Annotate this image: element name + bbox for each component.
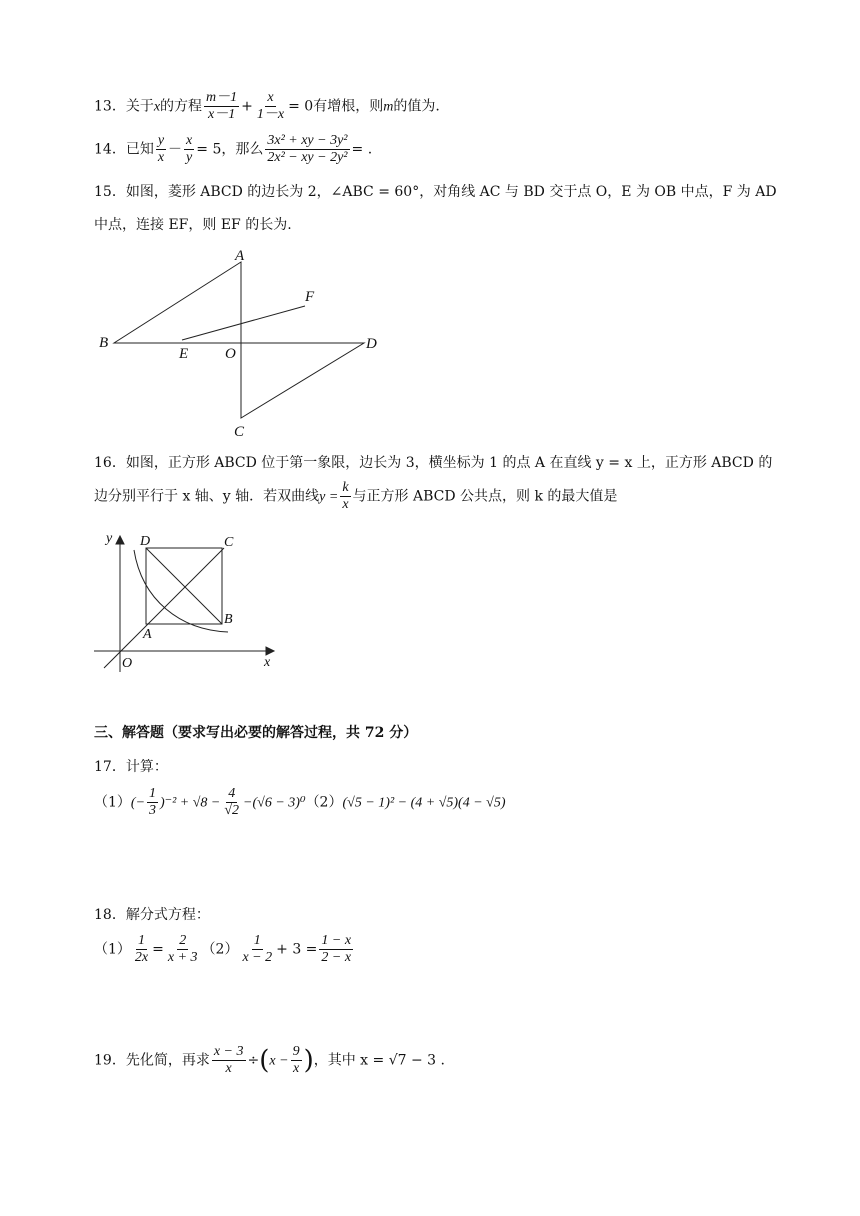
label-c: C <box>224 535 234 550</box>
y-axis-arrow <box>116 536 124 544</box>
label-d: D <box>366 336 377 352</box>
question-13: 13．关于x的方程 $\frac{m-1}{x-1}$ + $\frac{x}{1-x}$ = 0有增根，则m的值为. <box>94 90 440 122</box>
fraction: $\frac{1}{3}$ <box>149 786 157 818</box>
rhombus-outline <box>114 262 364 418</box>
label-b: B <box>224 612 233 627</box>
fraction: $\frac{2}{x + 3}$ <box>167 933 198 965</box>
label-f: F <box>305 289 315 305</box>
label-x: x <box>264 655 271 670</box>
segment-ef <box>182 306 305 340</box>
rhombus-figure <box>94 246 394 446</box>
fraction: $\frac{x}{1-x}$ <box>256 90 285 122</box>
question-18-title: 18．解分式方程： <box>94 907 210 923</box>
fraction: $\frac{x - 3}{x}$ <box>213 1044 244 1076</box>
label-o: O <box>225 346 236 362</box>
square-hyperbola-figure <box>90 530 290 672</box>
question-19: 19．先化简，再求 $\frac{x - 3}{x}$ ÷(x − $\frac{9}{x}$ )，其中 x = √7 − 3 . <box>94 1044 445 1076</box>
label-c: C <box>234 424 245 440</box>
diagonal-db <box>146 548 222 624</box>
question-17-title: 17．计算： <box>94 759 168 775</box>
fraction: $\frac{y}{x}$ <box>157 133 165 165</box>
fraction: $\frac{x}{y}$ <box>186 133 193 165</box>
fraction: $\frac{\text{3x² + xy − 3y²}}{\text{2x² − xy − 2y²}}$ <box>267 133 348 165</box>
question-16-line1: 16．如图，正方形 ABCD 位于第一象限，边长为 3，横坐标为 1 的点 A 在直线 y = x 上，正方形 ABCD 的 <box>94 455 773 471</box>
label-o: O <box>122 656 133 671</box>
label-y: y <box>106 531 113 546</box>
fraction: $\frac{m-1}{x-1}$ <box>206 90 238 122</box>
label-d: D <box>140 534 151 549</box>
fraction: $\frac{1}{x - 2}$ <box>242 933 273 965</box>
question-14: 14．已知 $\frac{y}{x}$ － $\frac{x}{y}$ = 5，那么 $\frac{\text{3x² + xy − 3y²}}{\text{2x² − xy − 2y²}}$ = . <box>94 133 373 165</box>
label-b: B <box>99 335 109 351</box>
label-a: A <box>143 627 152 642</box>
section-heading: 三、解答题（要求写出必要的解答过程，共 72 分） <box>94 725 418 741</box>
question-17-parts: （1）(− $\frac{1}{3}$ )⁻² + √8 − $\frac{4}{√2}$ −(√6 − 3)⁰（2）(√5 − 1)² − (4 + √5)(4 − √5) <box>94 786 506 818</box>
fraction: $\frac{4}{√2}$ <box>224 786 240 818</box>
fraction: $\frac{k}{x}$ <box>342 480 349 512</box>
question-18-parts: （1） $\frac{1}{2x}$ = $\frac{2}{x + 3}$ （2） $\frac{1}{x - 2}$ + 3 = $\frac{1 - x}{2 - x}$ <box>94 933 352 965</box>
question-15-line1: 15．如图，菱形 ABCD 的边长为 2，∠ABC = 60°，对角线 AC 与 BD 交于点 O，E 为 OB 中点，F 为 AD <box>94 184 777 200</box>
fraction: $\frac{9}{x}$ <box>292 1044 300 1076</box>
question-16-line2: 边分别平行于 x 轴、y 轴．若双曲线y = $\frac{k}{x}$ 与正方形 ABCD 公共点，则 k 的最大值是 <box>94 480 618 512</box>
label-a: A <box>235 248 245 264</box>
fraction: $\frac{1 - x}{2 - x}$ <box>321 933 352 965</box>
x-axis-arrow <box>266 647 274 655</box>
question-15-line2: 中点，连接 EF，则 EF 的长为. <box>94 217 292 233</box>
fraction: $\frac{1}{2x}$ <box>134 933 149 965</box>
label-e: E <box>179 346 189 362</box>
